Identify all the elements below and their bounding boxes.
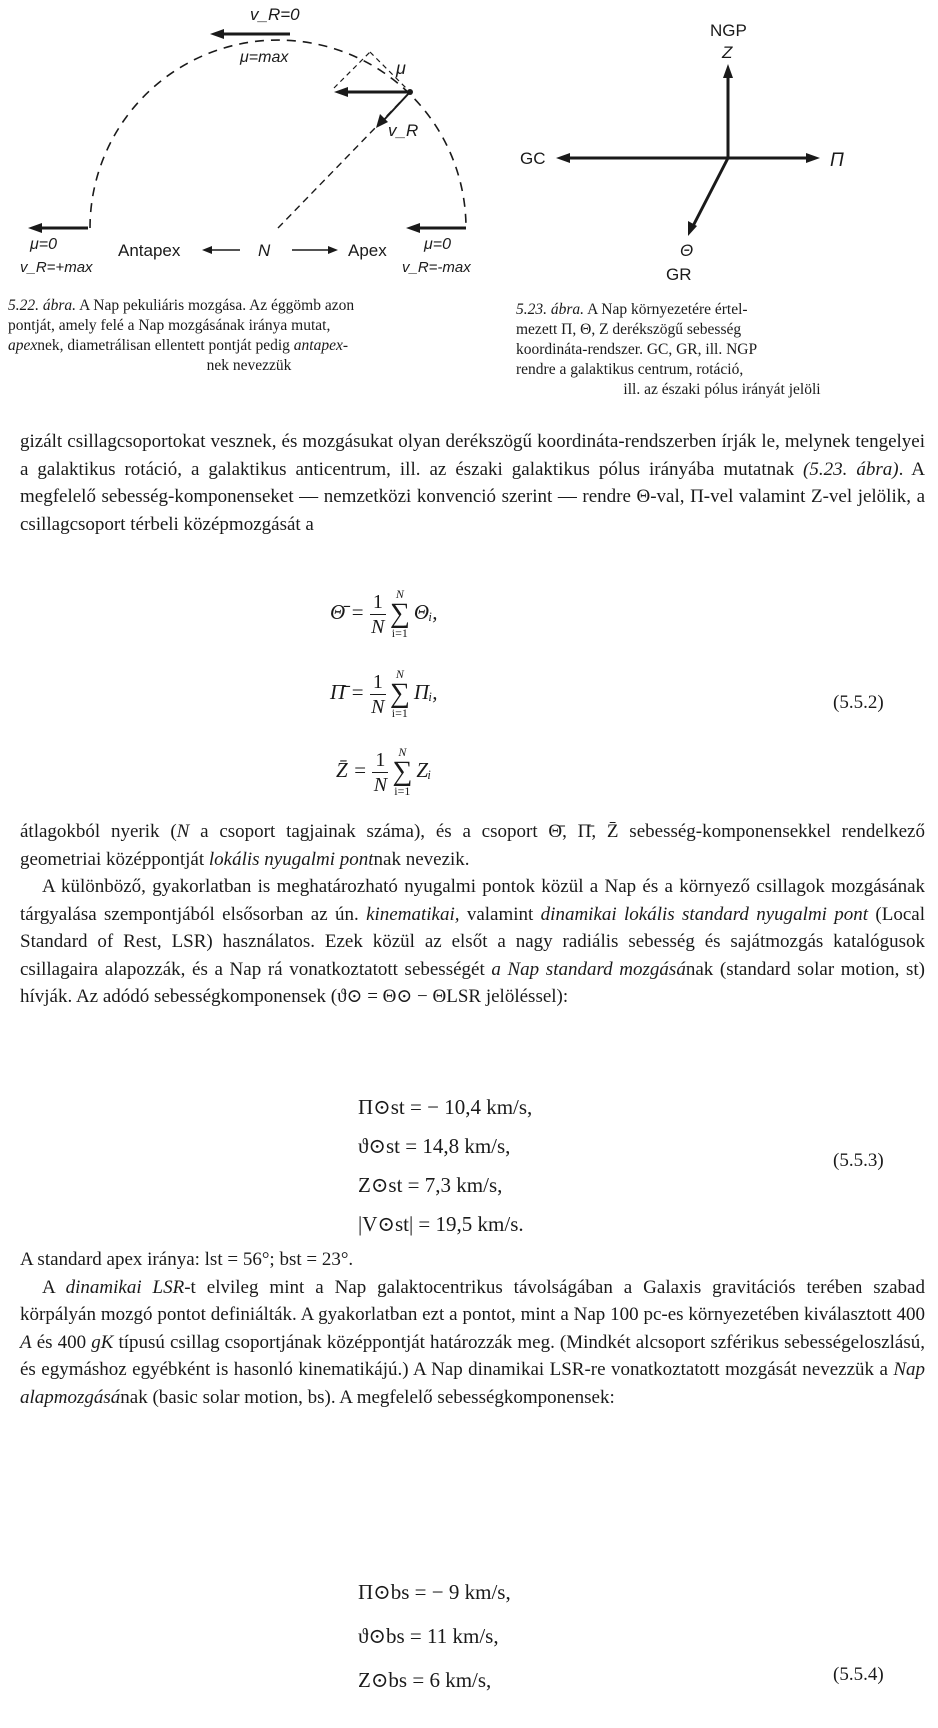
caption-5-23-line5: ill. az északi pólus irányát jelöli	[623, 381, 821, 398]
sum-symbol: N ∑ i=1	[392, 745, 413, 798]
caption-5-22-number: 5.22. ábra.	[8, 297, 77, 314]
caption-5-23-line3: koordináta-rendszer. GC, GR, ill. NGP	[516, 341, 758, 358]
mu-zero-right-label: μ=0	[424, 236, 452, 253]
paragraph-1	[20, 428, 925, 538]
eq554-row-z: Z⊙bs = 6 km/s,	[358, 1668, 492, 1692]
sum-symbol: N ∑ i=1	[389, 587, 410, 640]
caption-5-23-line2: mezett Π, Θ, Z derékszögű sebesség	[516, 321, 742, 338]
mu-zero-left-label: μ=0	[30, 236, 58, 253]
frac-numerator: 1	[370, 670, 386, 695]
p3-emphasis-2: dinamikai lokális standard nyugalmi pont	[540, 903, 869, 925]
frac-denominator: N	[371, 695, 385, 718]
eq-z-term: Zᵢ	[416, 757, 432, 782]
p3-text-c: (Local Standard of Rest, LSR) használatos. Ezek közül az elsőt a nagy radiális sebesség és sajátmozgás katalógusok csillagaira alapozzák, és a Nap rá vonatkoztatott sebességét	[20, 903, 926, 980]
frac-denominator: N	[373, 773, 388, 796]
mu-max-label: μ=max	[240, 49, 289, 66]
equation-z-mean	[336, 746, 431, 798]
p5-text-a: A	[42, 1276, 66, 1298]
caption-5-22-line4: nek nevezzük	[206, 357, 292, 374]
fraction	[372, 748, 388, 797]
frac-denominator: N	[371, 615, 385, 638]
p3-text-b: valamint	[459, 903, 541, 925]
caption-5-22-line2: pontját, amely felé a Nap mozgásának iránya mutat,	[8, 317, 331, 334]
caption-5-23-number: 5.23. ábra.	[516, 301, 585, 318]
equation-5-5-3	[358, 1088, 532, 1244]
p3-emphasis-1: kinematikai,	[366, 903, 460, 925]
equation-pi-mean	[330, 668, 438, 720]
figure-5-22	[0, 0, 500, 290]
p1-text-b: . A megfelelő sebesség-komponenseket — nemzetközi konvenció szerint — rendre Θ-val, Π-vel valamint Z-vel jelölik, a csillagcsoport térbeli középmozgását a	[20, 458, 925, 535]
eq553-row-v: |V⊙st| = 19,5 km/s.	[358, 1212, 524, 1236]
sum-upper: N	[395, 667, 404, 681]
p5-text-c: és 400	[31, 1331, 92, 1353]
equation-theta-mean	[330, 588, 438, 640]
mu-arrowhead	[334, 87, 348, 97]
vr-plus-max-label: v_R=+max	[20, 259, 93, 276]
caption-5-22-line1: A Nap pekuliáris mozgása. Az éggömb azon	[76, 297, 355, 314]
figure-5-23	[500, 0, 938, 290]
right-arrowhead	[406, 223, 420, 233]
left-arrowhead	[28, 223, 42, 233]
p1-figure-ref: (5.23. ábra)	[803, 458, 899, 480]
caption-5-23-line4: rendre a galaktikus centrum, rotáció,	[516, 361, 744, 378]
p5-spectral-a: A	[20, 1331, 32, 1353]
sum-lower: i=1	[391, 626, 408, 640]
eq-z-lhs: Z̄ =	[336, 757, 368, 782]
equation-number-5-5-3: (5.5.3)	[833, 1150, 884, 1171]
pi-label: Π	[830, 150, 844, 171]
gc-arrowhead	[556, 153, 570, 163]
caption-5-22-antapex: antapex	[293, 337, 343, 354]
p5-spectral-gk: gK	[91, 1331, 114, 1353]
antapex-label: Antapex	[118, 241, 181, 260]
eq554-row-pi: Π⊙bs = − 9 km/s,	[358, 1580, 511, 1604]
z-label: Z	[722, 43, 733, 62]
apex-label: Apex	[348, 241, 387, 260]
p5-text-d: típusú csillag csoportjának középpontját határozzák meg. (Mindkét alcsoport szférikus sebességeloszlású, és egymáshoz egyébként is hasonló kinematikájú.) A Nap dinamikai LSR-re vonatkoztatott mozgását nevezzük a	[20, 1331, 925, 1380]
figure-5-22-diagram	[0, 0, 500, 290]
paragraph-4	[20, 1246, 925, 1411]
equation-5-5-4	[358, 1570, 511, 1702]
caption-5-23	[516, 300, 928, 400]
dashed-projection-a	[334, 52, 370, 88]
p2-text-c: nak nevezik.	[373, 848, 470, 870]
equation-number-5-5-4: (5.5.4)	[833, 1664, 884, 1685]
p2-n: N	[176, 821, 190, 842]
antapex-arrowhead	[202, 246, 212, 254]
p3-text-d: nak (standard solar motion, st) hívják. Az adódó sebességkomponensek (ϑ⊙ = Θ⊙ − ΘLSR jelöléssel):	[20, 958, 925, 1007]
eq-pi-term: Πᵢ,	[413, 679, 438, 704]
n-label: N	[258, 241, 271, 260]
vr-arrow	[382, 92, 410, 122]
sum-lower: i=1	[394, 784, 411, 798]
p2-emphasis: lokális nyugalmi pont	[208, 848, 374, 870]
eq553-row-z: Z⊙st = 7,3 km/s,	[358, 1173, 503, 1197]
equation-number-5-5-2: (5.5.2)	[833, 692, 884, 713]
theta-label: Θ	[680, 241, 694, 260]
frac-numerator: 1	[372, 748, 388, 773]
apex-arrowhead	[328, 246, 338, 254]
frac-numerator: 1	[370, 590, 386, 615]
p2-text-b: a csoport tagjainak száma), és a csoport Θ̄, Π̄, Z̄ sebesség-komponensekkel rendelkező geometriai középpontját	[20, 821, 925, 870]
eq553-row-pi: Π⊙st = − 10,4 km/s,	[358, 1095, 533, 1119]
fraction	[370, 670, 386, 719]
p5-emphasis-2: Nap alapmozgásá	[20, 1359, 925, 1408]
theta-axis	[692, 158, 728, 228]
sum-lower: i=1	[391, 706, 408, 720]
eq554-row-theta: ϑ⊙bs = 11 km/s,	[358, 1624, 499, 1648]
eq-theta-term: Θᵢ,	[413, 599, 438, 624]
p5-text-e: nak (basic solar motion, bs). A megfelelő sebességkomponensek:	[120, 1386, 615, 1408]
p5-text-b: -t elvileg mint a Nap galaktocentrikus távolságában a Galaxis gravitációs terében szabad körpályán mozgó pontot definiálták. A gyakorlatban ezt a pontot, mint a Nap 100 pc-es környezetében kiválasztott 400	[20, 1276, 925, 1325]
p1-text-a: gizált csillagcsoportokat vesznek, és mozgásukat olyan derékszögű koordináta-rendszerben írják le, melynek tengelyei a galaktikus rotáció, a galaktikus anticentrum, ill. az északi galaktikus pólus irányába mutatnak	[20, 431, 925, 480]
p2-text-a: átlagokból nyerik (	[20, 821, 177, 842]
eq-theta-lhs: Θ̄ =	[330, 599, 365, 624]
sum-symbol: N ∑ i=1	[389, 667, 410, 720]
caption-5-22-line3: nek, diametrálisan ellentett pontját pedig	[37, 337, 294, 354]
p3-emphasis-3: a Nap standard mozgásá	[491, 958, 686, 980]
caption-5-22	[8, 296, 490, 376]
fraction	[370, 590, 386, 639]
paragraph-2	[20, 818, 925, 1011]
top-arrowhead	[210, 29, 224, 39]
sun-point	[407, 89, 413, 95]
p4-standard-apex: A standard apex iránya: lst = 56°; bst = 23°.	[20, 1249, 354, 1270]
pi-arrowhead	[806, 153, 820, 163]
gc-label: GC	[520, 149, 546, 168]
vr-minus-max-label: v_R=-max	[402, 259, 471, 276]
figure-5-23-diagram	[500, 0, 938, 290]
ngp-label: NGP	[710, 21, 747, 40]
caption-5-23-line1: A Nap környezetére értel-	[584, 301, 748, 318]
mu-label: μ	[396, 58, 406, 78]
z-arrowhead	[723, 64, 733, 78]
sum-upper: N	[398, 745, 407, 759]
sum-upper: N	[395, 587, 404, 601]
p3-text-a: A különböző, gyakorlatban is meghatározható nyugalmi pontok közül a Nap és a környező csillagok mozgásának tárgyalása szempontjából elsősorban az ún.	[20, 876, 925, 925]
eq-pi-lhs: Π̄ =	[330, 679, 365, 704]
vr-vector-label: v_R	[388, 121, 419, 140]
p5-emphasis-1: dinamikai LSR	[65, 1276, 185, 1298]
caption-5-22-hyphen: -	[342, 337, 349, 354]
vr-zero-label: v_R=0	[250, 5, 300, 24]
eq553-row-theta: ϑ⊙st = 14,8 km/s,	[358, 1134, 511, 1158]
gr-label: GR	[666, 265, 692, 284]
caption-5-22-apex: apex	[8, 337, 38, 354]
